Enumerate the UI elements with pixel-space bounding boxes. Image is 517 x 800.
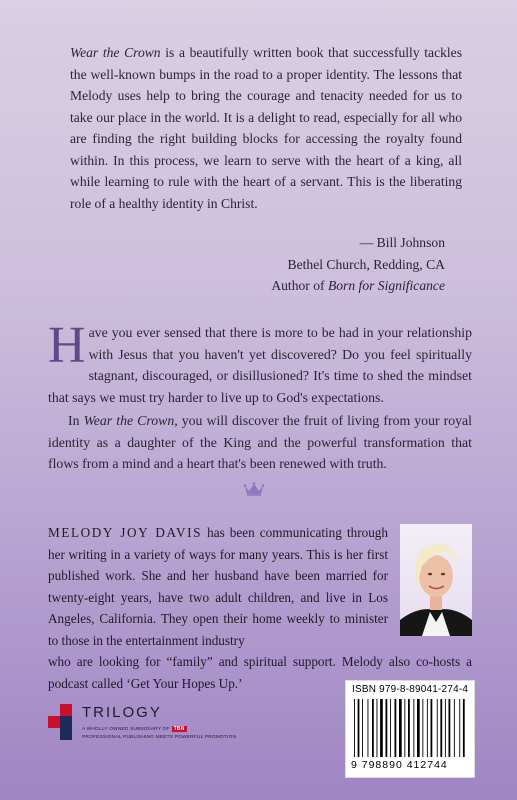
- endorser-church: Bethel Church, Redding, CA: [287, 256, 445, 272]
- barcode-bar: [431, 699, 433, 757]
- publisher-tagline: PROFESSIONAL PUBLISHING MEETS POWERFUL PROMOTION: [82, 735, 237, 740]
- barcode-bar: [463, 699, 465, 757]
- endorsement-text: is a beautifully written book that successfully tackles the well-known bumps in the road to a proper identity. The lessons that Melody uses help to bring the courage and tenacity needed for us to take our place in the world. It is a delight to read, especially for all who are finding the right building blocks for accessing the royalty found within. In this process, we learn to serve with the heart of a king, all while learning to rule with the heart of a servant. This is the liberating role of a healthy identity in Christ.: [70, 45, 462, 211]
- tbn-logo: TBN: [173, 726, 185, 732]
- barcode-bar: [390, 699, 391, 757]
- isbn-barcode-box: [345, 680, 475, 778]
- barcode-bar: [454, 699, 455, 757]
- author-bio-text: has been communicating through her writing in a variety of ways for many years. This is her first published work. She and her husband have been married for twenty-eight years, have two adult children, and live in Los Angeles, California. They open their home weekly to minister to those in the entertainment industry: [48, 525, 388, 648]
- endorsement-quote: [70, 42, 462, 214]
- author-photo: [400, 524, 472, 636]
- book-blurb: [48, 317, 472, 475]
- barcode-number: 9 798890 412744: [351, 759, 448, 771]
- drop-cap: H: [48, 317, 86, 374]
- barcode-bar: [459, 699, 460, 757]
- barcode: [352, 699, 468, 759]
- author-bio-continued: who are looking for “family” and spiritual support. Melody also co-hosts a podcast called ‘Get Your Hopes Up.’: [48, 654, 472, 691]
- barcode-bar: [358, 699, 360, 757]
- barcode-bar: [445, 699, 446, 757]
- barcode-bar: [422, 699, 423, 757]
- crown-icon: [244, 482, 264, 496]
- isbn-label: ISBN 979-8-89041-274-4: [352, 684, 469, 695]
- barcode-bar: [377, 699, 378, 757]
- blurb-paragraph-2: In Wear the Crown, you will discover the fruit of living from your royal identity as a daughter of the King and the powerful transformation that flows from a mind and a heart that's been renewed with truth.: [48, 413, 472, 471]
- barcode-bar: [437, 699, 438, 757]
- barcode-bar: [449, 699, 451, 757]
- barcode-bar: [368, 699, 369, 757]
- barcode-bar: [354, 699, 355, 757]
- barcode-bar: [386, 699, 388, 757]
- barcode-bar: [440, 699, 442, 757]
- author-name: MELODY JOY DAVIS: [48, 525, 203, 540]
- barcode-bar: [413, 699, 414, 757]
- endorser-credit: Author of Born for Significance: [271, 278, 445, 293]
- endorser-name: — Bill Johnson: [359, 235, 445, 250]
- barcode-bar: [380, 699, 383, 757]
- barcode-bar: [395, 699, 397, 757]
- blurb-paragraph-1: ave you ever sensed that there is more to be had in your relationship with Jesus that you haven't yet discovered? Do you feel spiritually stagnant, discouraged, or disillusioned? It's time to shed the mindset that says we must try harder to live up to God's expectations.: [48, 325, 472, 405]
- author-bio: [48, 522, 388, 651]
- barcode-bar: [408, 699, 410, 757]
- barcode-bar: [399, 699, 402, 757]
- barcode-bar: [404, 699, 405, 757]
- blurb-book-title: Wear the Crown: [83, 413, 175, 428]
- endorser-book-title: Born for Significance: [327, 278, 445, 293]
- trilogy-logo-icon: [46, 704, 80, 750]
- barcode-bar: [372, 699, 374, 757]
- publisher-subsidiary: A WHOLLY OWNED SUBSIDIARY OF TBN: [82, 726, 185, 732]
- endorsement-book-title: Wear the Crown: [70, 45, 161, 60]
- barcode-bar: [362, 699, 363, 757]
- endorsement-attribution: [230, 232, 445, 297]
- publisher-name: TRILOGY: [82, 704, 162, 721]
- barcode-bar: [417, 699, 420, 757]
- publisher-logo: [46, 704, 237, 750]
- barcode-bar: [427, 699, 428, 757]
